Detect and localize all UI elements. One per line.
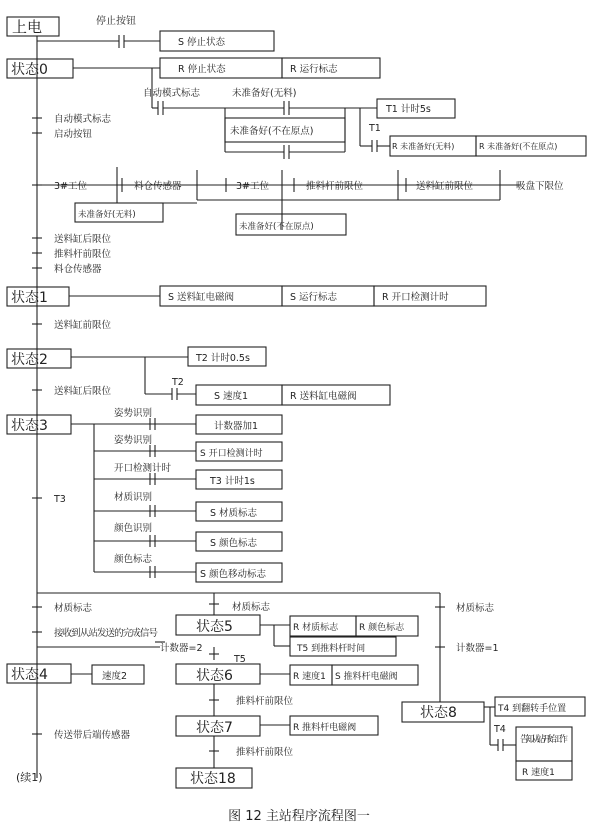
diagram-label: 推料杆前限位 <box>306 181 364 192</box>
diagram-label: 计数器=1 <box>456 643 499 654</box>
diagram-label: 3#工位 <box>54 181 88 192</box>
state-4: 状态4 <box>11 667 48 683</box>
diagram-label: 未准备好(不在原点) <box>230 126 314 137</box>
state-5: 状态5 <box>196 619 233 635</box>
state-7: 状态7 <box>196 720 233 736</box>
diagram-label: 送料缸前限位 <box>416 181 474 192</box>
diagram-label: 自动模式标志 <box>54 114 112 125</box>
diagram-label: 吸盘下限位 <box>516 181 564 192</box>
diagram-label: R 材质标志 <box>293 623 339 633</box>
label-continued: (续1) <box>16 771 43 784</box>
diagram-label: 送料缸后限位 <box>54 234 112 245</box>
diagram-label: 未准备好(不在原点) <box>239 222 314 232</box>
diagram-label: T4 到翻转手位置 <box>498 704 567 714</box>
diagram-label: 送料缸后限位 <box>54 386 112 397</box>
diagram-label: 料仓传感器 <box>134 181 182 192</box>
state-6: 状态6 <box>196 668 233 684</box>
diagram-label: 3#工位 <box>236 181 270 192</box>
diagram-label: 颜色标志 <box>114 554 153 565</box>
diagram-label: R 颜色标志 <box>359 623 405 633</box>
diagram-label: 未准备好(无料) <box>78 210 136 220</box>
diagram-label: R 送料缸电磁阀 <box>290 391 357 402</box>
diagram-label: 材质标志 <box>456 603 495 614</box>
diagram-label: 开口检测计时 <box>114 463 172 474</box>
diagram-label: R 速度1 <box>293 672 326 682</box>
diagram-label: S 送料缸电磁阀 <box>168 292 235 303</box>
diagram-label: T1 计时5s <box>386 104 431 115</box>
diagram-label: R 开口检测计时 <box>382 292 449 303</box>
diagram-label: R 停止状态 <box>178 64 226 75</box>
diagram-label: 告知从站开始工作 <box>520 735 568 745</box>
diagram-label: T1 <box>369 123 381 134</box>
diagram-label: 速度2 <box>102 671 128 682</box>
diagram-label: 材质识别 <box>114 492 153 503</box>
diagram-label: 姿势识别 <box>114 435 153 446</box>
diagram-label: S 停止状态 <box>178 37 226 48</box>
diagram-label: 未准备好(无料) <box>232 88 297 99</box>
diagram-label: 推料杆前限位 <box>236 747 294 758</box>
state-0: 状态0 <box>11 62 48 78</box>
diagram-label: 启动按钮 <box>54 129 93 140</box>
diagram-label: T3 计时1s <box>210 476 255 487</box>
diagram-label: 材质标志 <box>232 602 271 613</box>
state-18: 状态18 <box>190 771 236 787</box>
diagram-label: R 未准备好(不在原点) <box>479 142 558 151</box>
diagram-label: R 未准备好(无料) <box>392 142 455 151</box>
diagram-label: 接收到从站发送的完成信号 <box>54 628 158 639</box>
diagram-label: S 运行标志 <box>290 292 338 303</box>
diagram-label: T2 计时0.5s <box>196 353 250 364</box>
diagram-label: T3 <box>54 494 66 505</box>
diagram-label: 料仓传感器 <box>54 264 102 275</box>
state-2: 状态2 <box>11 352 48 368</box>
diagram-label: 传送带后端传感器 <box>54 730 131 741</box>
state-power-on: 上电 <box>12 18 43 36</box>
diagram-label: 姿势识别 <box>114 408 153 419</box>
label-stop-button: 停止按钮 <box>96 16 136 27</box>
diagram-label: 送料缸前限位 <box>54 320 112 331</box>
diagram-label: T2 <box>172 377 184 388</box>
diagram-label: 自动模式标志 <box>143 88 201 99</box>
diagram-label: 推料杆前限位 <box>54 249 112 260</box>
diagram-label: S 开口检测计时 <box>200 449 263 459</box>
diagram-label: 推料杆前限位 <box>236 696 294 707</box>
diagram-label: S 颜色标志 <box>210 538 258 549</box>
diagram-label: T4 <box>494 724 506 735</box>
diagram-label: R 推料杆电磁阀 <box>293 723 357 733</box>
diagram-label: T5 到推料杆时间 <box>297 644 366 654</box>
diagram-label: S 速度1 <box>214 391 249 402</box>
state-3: 状态3 <box>11 418 48 434</box>
diagram-label: S 颜色移动标志 <box>200 569 267 580</box>
diagram-label: 颜色识别 <box>114 523 153 534</box>
diagram-label: 计数器=2 <box>160 643 203 654</box>
diagram-label: S 材质标志 <box>210 508 258 519</box>
diagram-label: R 运行标志 <box>290 64 338 75</box>
figure-caption: 图 12 主站程序流程图一 <box>228 809 370 824</box>
diagram-label: T5 <box>234 654 246 665</box>
diagram-label: S 推料杆电磁阀 <box>335 672 398 682</box>
state-8: 状态8 <box>420 705 457 721</box>
state-1: 状态1 <box>11 290 48 306</box>
diagram-label: R 速度1 <box>522 768 555 778</box>
diagram-label: 计数器加1 <box>214 421 259 432</box>
diagram-label: 材质标志 <box>54 603 93 614</box>
